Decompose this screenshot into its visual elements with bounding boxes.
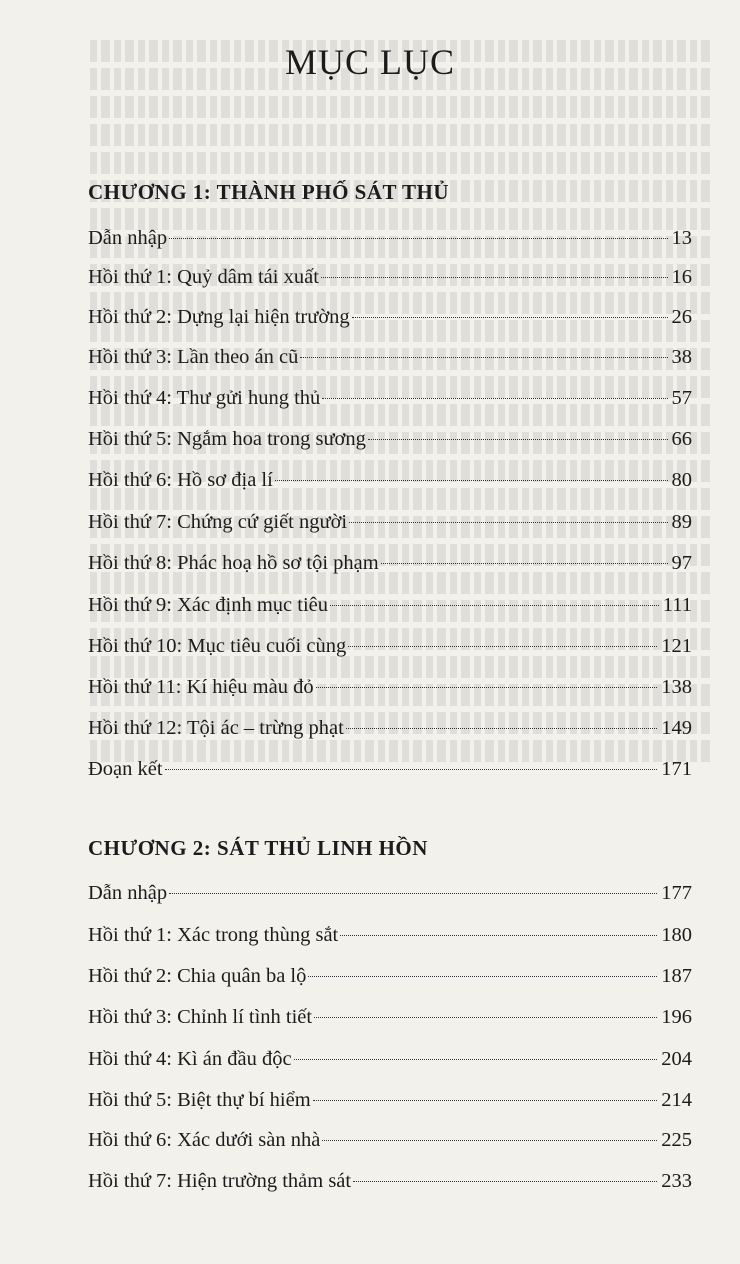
entry-label: Hồi thứ 2: Chia quân ba lộ: [88, 965, 307, 987]
dot-leader: [294, 1058, 658, 1060]
toc-entry[interactable]: [88, 590, 692, 620]
toc-entry[interactable]: [88, 1166, 692, 1196]
entry-label: Đoạn kết: [88, 758, 163, 780]
entry-label: Hồi thứ 4: Thư gửi hung thủ: [88, 387, 321, 409]
entry-label: Hồi thứ 8: Phác hoạ hồ sơ tội phạm: [88, 552, 379, 574]
chapter-heading: CHƯƠNG 2: SÁT THỦ LINH HỒN: [88, 836, 428, 860]
dot-leader: [346, 727, 657, 729]
dot-leader: [352, 316, 668, 318]
entry-label: Dẫn nhập: [88, 882, 168, 904]
toc-entry[interactable]: [88, 672, 692, 702]
entry-label: Hồi thứ 7: Hiện trường thảm sát: [88, 1170, 352, 1192]
entry-page-number: 13: [671, 227, 692, 249]
toc-entry[interactable]: [88, 631, 692, 661]
entry-page-number: 80: [671, 469, 692, 491]
dot-leader: [368, 438, 668, 440]
entry-page-number: 97: [671, 552, 692, 574]
entry-page-number: 138: [661, 676, 692, 698]
toc-entry[interactable]: [88, 342, 692, 372]
entry-label: Hồi thứ 3: Lần theo án cũ: [88, 346, 299, 368]
toc-entry[interactable]: [88, 383, 692, 413]
entry-page-number: 57: [671, 387, 692, 409]
entry-page-number: 177: [661, 882, 692, 904]
entry-page-number: 111: [662, 594, 692, 616]
toc-entry[interactable]: [88, 1044, 692, 1074]
entry-label: Hồi thứ 5: Ngắm hoa trong sương: [88, 428, 366, 450]
toc-entry[interactable]: [88, 507, 692, 537]
dot-leader: [300, 356, 667, 358]
entry-label: Hồi thứ 1: Quỷ dâm tái xuất: [88, 266, 319, 288]
entry-page-number: 26: [671, 306, 692, 328]
dot-leader: [165, 768, 658, 770]
entry-page-number: 16: [671, 266, 692, 288]
entry-page-number: 214: [661, 1089, 692, 1111]
dot-leader: [316, 686, 658, 688]
entry-label: Hồi thứ 6: Xác dưới sàn nhà: [88, 1129, 321, 1151]
toc-entry[interactable]: [88, 754, 692, 784]
entry-page-number: 149: [661, 717, 692, 739]
entry-label: Hồi thứ 7: Chứng cứ giết người: [88, 511, 348, 533]
entry-label: Hồi thứ 9: Xác định mục tiêu: [88, 594, 328, 616]
dot-leader: [340, 934, 657, 936]
toc-entry[interactable]: [88, 1125, 692, 1155]
dot-leader: [322, 397, 667, 399]
toc-entry[interactable]: [88, 465, 692, 495]
toc-entry[interactable]: [88, 302, 692, 332]
entry-label: Hồi thứ 5: Biệt thự bí hiểm: [88, 1089, 311, 1111]
page-title: MỤC LỤC: [284, 42, 456, 82]
toc-entry[interactable]: [88, 878, 692, 908]
entry-page-number: 180: [661, 924, 692, 946]
toc-entry[interactable]: [88, 548, 692, 578]
entry-label: Hồi thứ 12: Tội ác – trừng phạt: [88, 717, 344, 739]
toc-entry[interactable]: [88, 424, 692, 454]
entry-label: Hồi thứ 11: Kí hiệu màu đỏ: [88, 676, 314, 698]
entry-page-number: 225: [661, 1129, 692, 1151]
entry-label: Hồi thứ 2: Dựng lại hiện trường: [88, 306, 350, 328]
entry-page-number: 121: [661, 635, 692, 657]
toc-entry[interactable]: [88, 262, 692, 292]
chapter-heading: CHƯƠNG 1: THÀNH PHỐ SÁT THỦ: [88, 180, 450, 204]
dot-leader: [313, 1099, 658, 1101]
dot-leader: [330, 604, 659, 606]
entry-label: Hồi thứ 4: Kì án đầu độc: [88, 1048, 292, 1070]
entry-page-number: 171: [661, 758, 692, 780]
toc-entry[interactable]: [88, 1002, 692, 1032]
dot-leader: [321, 276, 668, 278]
entry-label: Hồi thứ 6: Hồ sơ địa lí: [88, 469, 273, 491]
entry-page-number: 38: [671, 346, 692, 368]
entry-page-number: 233: [661, 1170, 692, 1192]
toc-entry[interactable]: [88, 713, 692, 743]
dot-leader: [314, 1016, 657, 1018]
dot-leader: [348, 645, 657, 647]
dot-leader: [275, 479, 668, 481]
entry-page-number: 89: [671, 511, 692, 533]
entry-page-number: 66: [671, 428, 692, 450]
entry-page-number: 196: [661, 1006, 692, 1028]
entry-label: Hồi thứ 1: Xác trong thùng sắt: [88, 924, 339, 946]
dot-leader: [169, 237, 667, 239]
entry-page-number: 204: [661, 1048, 692, 1070]
entry-label: Dẫn nhập: [88, 227, 168, 249]
dot-leader: [349, 521, 667, 523]
dot-leader: [308, 975, 657, 977]
entry-label: Hồi thứ 3: Chỉnh lí tình tiết: [88, 1006, 313, 1028]
dot-leader: [169, 892, 657, 894]
toc-entry[interactable]: [88, 223, 692, 253]
entry-page-number: 187: [661, 965, 692, 987]
toc-entry[interactable]: [88, 961, 692, 991]
toc-entry[interactable]: [88, 920, 692, 950]
dot-leader: [381, 562, 668, 564]
dot-leader: [353, 1180, 657, 1182]
dot-leader: [322, 1139, 657, 1141]
toc-entry[interactable]: [88, 1085, 692, 1115]
entry-label: Hồi thứ 10: Mục tiêu cuối cùng: [88, 635, 347, 657]
